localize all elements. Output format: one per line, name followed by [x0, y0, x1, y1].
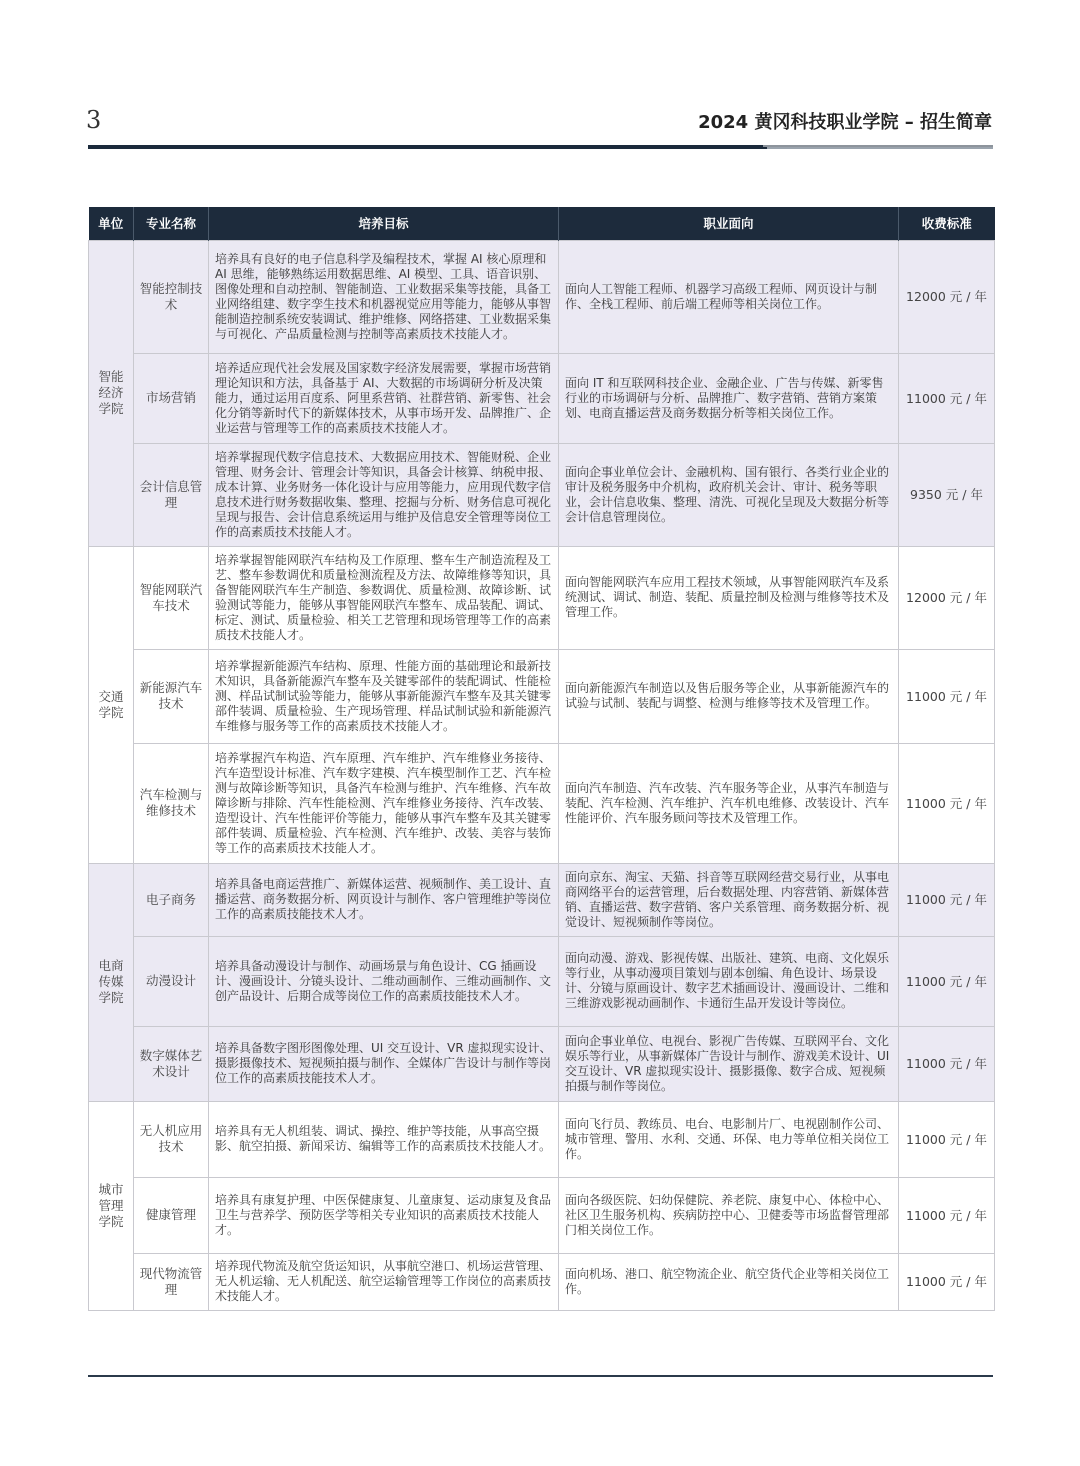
- career-direction: 面向动漫、游戏、影视传媒、出版社、建筑、电商、文化娱乐等行业，从事动漫项目策划与剧本创编、角色设计、场景设计、分镜与原画设计、数字艺术插画设计、漫画设计、二维和三维游戏影视动画制作、卡通衍生品开发设计等岗位。: [559, 936, 899, 1026]
- major-name: 市场营销: [134, 353, 209, 443]
- table-row: [89, 443, 995, 546]
- training-goal: 培养具有无人机组装、调试、操控、维护等技能，从事高空摄影、航空拍摄、新闻采访、编辑等工作的高素质技术技能人才。: [209, 1101, 559, 1177]
- major-name: 健康管理: [134, 1177, 209, 1253]
- major-name: 动漫设计: [134, 936, 209, 1026]
- tuition-fee: 12000 元 / 年: [899, 240, 995, 353]
- tuition-fee: 11000 元 / 年: [899, 353, 995, 443]
- table-row: [89, 936, 995, 1026]
- table-row: [89, 863, 995, 936]
- table-row: [89, 1177, 995, 1253]
- career-direction: 面向飞行员、教练员、电台、电影制片厂、电视剧制作公司、城市管理、警用、水利、交通、环保、电力等单位相关岗位工作。: [559, 1101, 899, 1177]
- unit-name: 交通学院: [89, 546, 134, 863]
- table-row: [89, 649, 995, 743]
- major-name: 智能控制技术: [134, 240, 209, 353]
- tuition-fee: 11000 元 / 年: [899, 1253, 995, 1310]
- column-header-fee: 收费标准: [899, 207, 995, 240]
- column-header-career: 职业面向: [559, 207, 899, 240]
- major-name: 汽车检测与维修技术: [134, 743, 209, 863]
- tuition-fee: 11000 元 / 年: [899, 936, 995, 1026]
- column-header-major: 专业名称: [134, 207, 209, 240]
- table-row: [89, 1026, 995, 1101]
- table-row: [89, 546, 995, 649]
- major-name: 无人机应用技术: [134, 1101, 209, 1177]
- column-header-goal: 培养目标: [209, 207, 559, 240]
- career-direction: 面向京东、淘宝、天猫、抖音等互联网经营交易行业，从事电商网络平台的运营管理，后台数据处理、内容营销、新媒体营销、直播运营、数字营销、客户关系管理、商务数据分析、视觉设计、短视频制作等岗位。: [559, 863, 899, 936]
- table-row: [89, 353, 995, 443]
- major-name: 现代物流管理: [134, 1253, 209, 1310]
- major-name: 会计信息管理: [134, 443, 209, 546]
- tuition-fee: 11000 元 / 年: [899, 649, 995, 743]
- career-direction: 面向智能网联汽车应用工程技术领域，从事智能网联汽车及系统测试、调试、制造、装配、质量控制及检测与维修等技术及管理工作。: [559, 546, 899, 649]
- unit-name: 城市管理学院: [89, 1101, 134, 1310]
- tuition-fee: 11000 元 / 年: [899, 863, 995, 936]
- training-goal: 培养掌握新能源汽车结构、原理、性能方面的基础理论和最新技术知识，具备新能源汽车整车及关键零部件的装配调试、性能检测、样品试制试验等能力，能够从事新能源汽车整车及其关键零部件装调、质量检验、生产现场管理、样品试制试验和新能源汽车维修与服务等工作的高素质技术技能人才。: [209, 649, 559, 743]
- table-header-row: [89, 207, 995, 240]
- unit-name: 电商传媒学院: [89, 863, 134, 1101]
- tuition-fee: 11000 元 / 年: [899, 1101, 995, 1177]
- footer-divider: [88, 1375, 993, 1377]
- tuition-fee: 11000 元 / 年: [899, 1177, 995, 1253]
- tuition-fee: 11000 元 / 年: [899, 743, 995, 863]
- training-goal: 培养掌握智能网联汽车结构及工作原理、整车生产制造流程及工艺、整车参数调优和质量检测流程及方法、故障维修等知识，具备智能网联汽车生产制造、参数调优、质量检测、故障诊断、试验测试等能力，能够从事智能网联汽车整车、成品装配、调试、标定、测试、质量检验、相关工艺管理和现场管理等工作的高素质技术技能人才。: [209, 546, 559, 649]
- training-goal: 培养具备电商运营推广、新媒体运营、视频制作、美工设计、直播运营、商务数据分析、网页设计与制作、客户管理维护等岗位工作的高素质技能技术人才。: [209, 863, 559, 936]
- career-direction: 面向新能源汽车制造以及售后服务等企业，从事新能源汽车的试验与试制、装配与调整、检测与维修等技术及管理工作。: [559, 649, 899, 743]
- column-header-unit: 单位: [89, 207, 134, 240]
- career-direction: 面向机场、港口、航空物流企业、航空货代企业等相关岗位工作。: [559, 1253, 899, 1310]
- table-row: [89, 240, 995, 353]
- career-direction: 面向各级医院、妇幼保健院、养老院、康复中心、体检中心、社区卫生服务机构、疾病防控中心、卫健委等市场监督管理部门相关岗位工作。: [559, 1177, 899, 1253]
- training-goal: 培养掌握现代数字信息技术、大数据应用技术、智能财税、企业管理、财务会计、管理会计等知识，具备会计核算、纳税申报、成本计算、业务财务一体化设计与应用等能力，应用现代数字信息技术进行财务数据收集、整理、挖掘与分析、财务信息可视化呈现与报告、会计信息系统运用与维护及信息安全管理等岗位工作的高素质技术技能人才。: [209, 443, 559, 546]
- table-row: [89, 1101, 995, 1177]
- page-number: 3: [86, 106, 102, 134]
- career-direction: 面向人工智能工程师、机器学习高级工程师、网页设计与制作、全栈工程师、前后端工程师等相关岗位工作。: [559, 240, 899, 353]
- major-name: 电子商务: [134, 863, 209, 936]
- major-name: 智能网联汽车技术: [134, 546, 209, 649]
- training-goal: 培养现代物流及航空货运知识，从事航空港口、机场运营管理、无人机运输、无人机配送、航空运输管理等工作岗位的高素质技术技能人才。: [209, 1253, 559, 1310]
- career-direction: 面向汽车制造、汽车改装、汽车服务等企业，从事汽车制造与装配、汽车检测、汽车维护、汽车机电维修、改装设计、汽车性能评价、汽车服务顾问等技术及管理工作。: [559, 743, 899, 863]
- training-goal: 培养掌握汽车构造、汽车原理、汽车维护、汽车维修业务接待、汽车造型设计标准、汽车数字建模、汽车模型制作工艺、汽车检测与故障诊断等知识，具备汽车检测与维护、汽车维修、汽车故障诊断与排除、汽车性能检测、汽车维修业务接待、汽车改装、造型设计、汽车性能评价等能力，能够从事汽车整车及其关键零部件装调、质量检验、汽车检测、汽车维护、改装、美容与装饰等工作的高素质技术技能人才。: [209, 743, 559, 863]
- training-goal: 培养具备数字图形图像处理、UI 交互设计、VR 虚拟现实设计、摄影摄像技术、短视频拍摄与制作、全媒体广告设计与制作等岗位工作的高素质技能技术人才。: [209, 1026, 559, 1101]
- table-row: [89, 743, 995, 863]
- training-goal: 培养具备动漫设计与制作、动画场景与角色设计、CG 插画设计、漫画设计、分镜头设计、二维动画制作、三维动画制作、文创产品设计、后期合成等岗位工作的高素质技能技术人才。: [209, 936, 559, 1026]
- header-divider-accent: [763, 145, 993, 147]
- tuition-fee: 12000 元 / 年: [899, 546, 995, 649]
- enrollment-table: [88, 207, 995, 1311]
- career-direction: 面向 IT 和互联网科技企业、金融企业、广告与传媒、新零售行业的市场调研与分析、品牌推广、数字营销、营销方案策划、电商直播运营及商务数据分析等相关岗位工作。: [559, 353, 899, 443]
- table-row: [89, 1253, 995, 1310]
- major-name: 数字媒体艺术设计: [134, 1026, 209, 1101]
- tuition-fee: 9350 元 / 年: [899, 443, 995, 546]
- training-goal: 培养适应现代社会发展及国家数字经济发展需要，掌握市场营销理论知识和方法，具备基于 AI、大数据的市场调研分析及决策能力，通过运用百度系、阿里系营销、社群营销、新零售、社会化分销等新时代下的新媒体技术，从事市场开发、品牌推广、企业运营与管理等工作的高素质技术技能人才。: [209, 353, 559, 443]
- training-goal: 培养具有康复护理、中医保健康复、儿童康复、运动康复及食品卫生与营养学、预防医学等相关专业知识的高素质技术技能人才。: [209, 1177, 559, 1253]
- career-direction: 面向企事业单位会计、金融机构、国有银行、各类行业企业的审计及税务服务中介机构，政府机关会计、审计、税务等职业，会计信息收集、整理、清洗、可视化呈现及大数据分析等会计信息管理岗位。: [559, 443, 899, 546]
- tuition-fee: 11000 元 / 年: [899, 1026, 995, 1101]
- major-name: 新能源汽车技术: [134, 649, 209, 743]
- training-goal: 培养具有良好的电子信息科学及编程技术，掌握 AI 核心原理和 AI 思维，能够熟练运用数据思维、AI 模型、工具、语音识别、图像处理和自动控制、智能制造、工业数据采集等技能，具备工业网络组建、数字孪生技术和机器视觉应用等能力，能够从事智能制造控制系统安装调试、维护维修、网络搭建、工业数据采集与可视化、产品质量检测与控制等高素质技术技能人才。: [209, 240, 559, 353]
- document-title: 2024 黄冈科技职业学院 – 招生简章: [698, 112, 992, 133]
- career-direction: 面向企事业单位、电视台、影视广告传媒、互联网平台、文化娱乐等行业，从事新媒体广告设计与制作、游戏美术设计、UI 交互设计、VR 虚拟现实设计、摄影摄像、数字合成、短视频拍摄与制作等岗位。: [559, 1026, 899, 1101]
- unit-name: 智能经济学院: [89, 240, 134, 546]
